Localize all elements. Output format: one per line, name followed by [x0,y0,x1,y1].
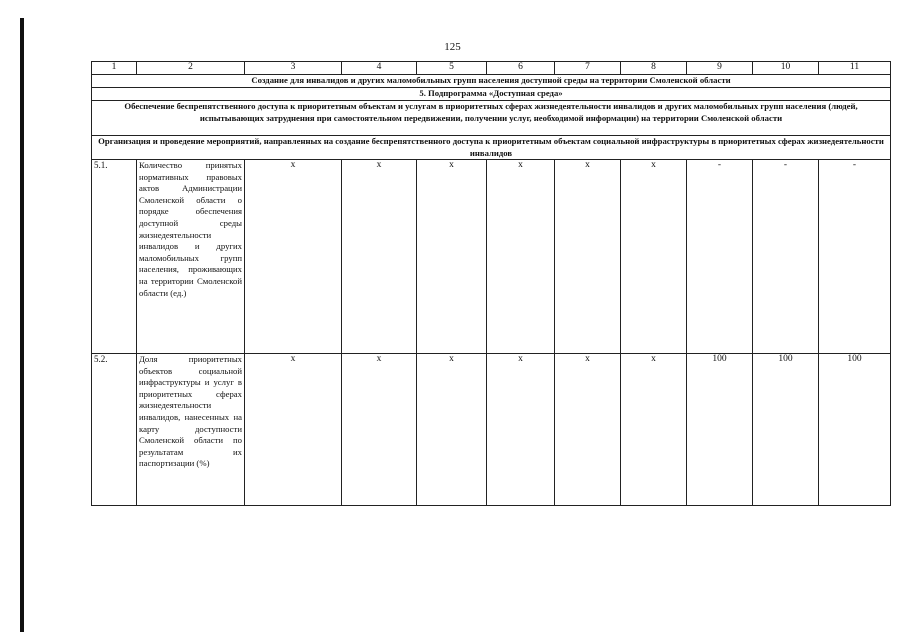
page-number: 125 [444,41,461,53]
header-cell: 3 [245,62,342,75]
value-cell: х [417,354,487,506]
value-cell: х [417,160,487,354]
value-cell: х [487,354,555,506]
section-subprogram: 5. Подпрограмма «Доступная среда» [92,88,891,101]
value-cell: 100 [687,354,753,506]
header-cell: 10 [753,62,819,75]
header-cell: 4 [342,62,417,75]
section-goal-row [92,75,891,88]
header-cell: 8 [621,62,687,75]
header-row [92,62,891,75]
section-goal: Создание для инвалидов и других маломобильных групп населения доступной среды на территории Смоленской области [92,75,891,88]
section-activity: Организация и проведение мероприятий, направленных на создание беспрепятственного доступа к приоритетным объектам социальной инфраструктуры в приоритетных сферах жизнедеятельности инвалидов [92,136,891,160]
value-cell: х [487,160,555,354]
header-cell: 9 [687,62,753,75]
scan-edge-bar [20,18,24,632]
header-cell: 1 [92,62,137,75]
table-row [92,354,891,506]
value-cell: х [555,160,621,354]
value-cell: 100 [753,354,819,506]
header-cell: 6 [487,62,555,75]
value-cell: х [621,354,687,506]
value-cell: - [819,160,891,354]
row-description: Количество принятых нормативных правовых актов Администрации Смоленской области о порядке обеспечения доступной среды жизнедеятельности инвалидов и других маломобильных групп населения, проживающих на территории Смоленской области (ед.) [137,160,245,354]
value-cell: х [342,160,417,354]
value-cell: х [621,160,687,354]
row-description: Доля приоритетных объектов социальной инфраструктуры и услуг в приоритетных сферах жизнедеятельности инвалидов, нанесенных на карту доступности Смоленской области по результатам их паспортизации (%) [137,354,245,506]
header-cell: 5 [417,62,487,75]
value-cell: 100 [819,354,891,506]
indicators-table [91,61,891,506]
header-cell: 11 [819,62,891,75]
section-task: Обеспечение беспрепятственного доступа к приоритетным объектам и услугам в приоритетных сферах жизнедеятельности инвалидов и других маломобильных групп населения (людей, испытывающих затруднения при самостоятельном передвижении, получении услуг, необходимой информации) на территории Смоленской области [92,101,891,136]
row-number: 5.1. [92,160,137,354]
value-cell: х [555,354,621,506]
section-task-row [92,101,891,136]
value-cell: - [687,160,753,354]
section-subprogram-row [92,88,891,101]
table-row [92,160,891,354]
header-cell: 2 [137,62,245,75]
value-cell: х [342,354,417,506]
value-cell: х [245,354,342,506]
section-activity-row [92,136,891,160]
value-cell: х [245,160,342,354]
value-cell: - [753,160,819,354]
row-number: 5.2. [92,354,137,506]
header-cell: 7 [555,62,621,75]
